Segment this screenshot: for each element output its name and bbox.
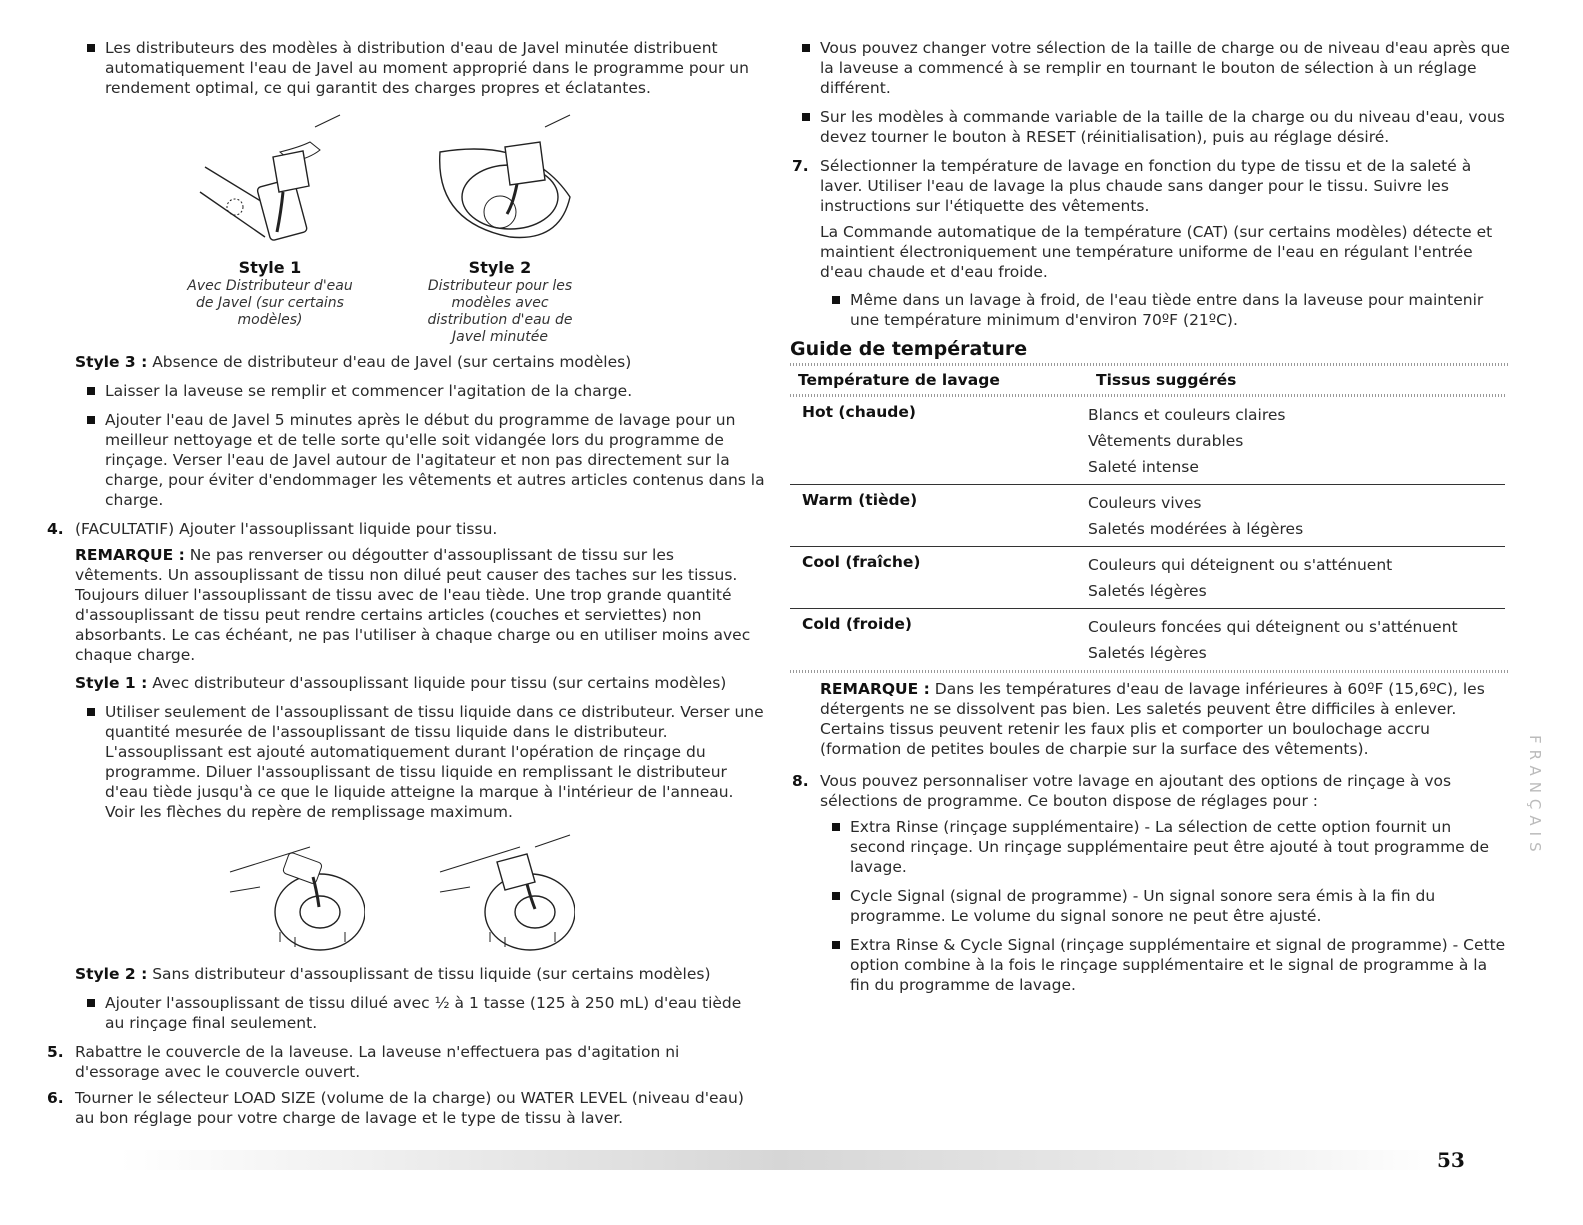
softener-style2-label: Style 2 : <box>75 965 148 983</box>
remark-2-text: Dans les températures d'eau de lavage inférieures à 60ºF (15,6ºC), les détergents ne se dissolvent pas bien. Les saletés peuvent être difficiles à enlever. Certains tissus peuvent retenir les faux plis et comporter un boulochage accru (formation de petites boules de charpie sur la surface des vêtements). <box>820 680 1485 758</box>
add-bleach-bullet: Ajouter l'eau de Javel 5 minutes après le début du programme de lavage pour un meilleur nettoyage et de telle sorte qu'elle soit vidangée lors du programme de rinçage. Verser l'eau de Javel autour de l'agitateur et non pas directement sur la charge, pour éviter d'endommager les vêtements et autres articles contenus dans la charge. <box>75 410 765 510</box>
step-7-number: 7. <box>792 157 809 175</box>
fabric-item: Saletés modérées à légères <box>1088 520 1304 538</box>
right-column <box>790 38 1510 1004</box>
table-header-temp: Température de lavage <box>798 371 1000 389</box>
remark-1-text: Ne pas renverser ou dégoutter d'assouplissant de tissu sur les vêtements. Un assouplissant de tissu non dilué peut causer des taches sur les tissus. Toujours diluer l'assouplissant de tissu avec de l'eau tiède. Une trop grande quantité d'assouplissant de tissu peut rendre certains articles (couches et serviettes) non absorbants. Le cas échéant, ne pas l'utiliser à chaque charge ou en utiliser moins avec chaque charge. <box>75 546 751 664</box>
step-4 <box>47 519 765 539</box>
footer-rule <box>120 1150 1440 1170</box>
bleach-dispenser-style1-image <box>195 112 345 252</box>
softener-style1-text: Avec distributeur d'assouplissant liquide pour tissu (sur certains modèles) <box>147 674 727 692</box>
table-header-row <box>790 366 1505 394</box>
fabric-item: Vêtements durables <box>1088 432 1244 450</box>
remark-2-label: REMARQUE : <box>820 680 930 698</box>
bleach-auto-bullet: Les distributeurs des modèles à distribution d'eau de Javel minutée distribuent automatiquement l'eau de Javel au moment approprié dans le programme pour un rendement optimal, ce qui garantit des charges propres et éclatantes. <box>75 38 765 98</box>
step-6-text: Tourner le sélecteur LOAD SIZE (volume de la charge) ou WATER LEVEL (niveau d'eau) au bon réglage pour votre charge de lavage et le type de tissu à laver. <box>75 1089 744 1127</box>
fabric-item: Saleté intense <box>1088 458 1199 476</box>
remark-1 <box>75 545 765 665</box>
cycle-signal-bullet: Cycle Signal (signal de programme) - Un signal sonore sera émis à la fin du programme. Le volume du signal sonore ne peut être ajusté. <box>820 886 1510 926</box>
remark-1-label: REMARQUE : <box>75 546 185 564</box>
fabric-item: Blancs et couleurs claires <box>1088 406 1286 424</box>
style2-illustration <box>415 112 585 346</box>
fill-bullet: Laisser la laveuse se remplir et commencer l'agitation de la charge. <box>75 381 765 401</box>
step-8-text: Vous pouvez personnaliser votre lavage en ajoutant des options de rinçage à vos sélections de programme. Ce bouton dispose de réglages pour : <box>820 772 1452 810</box>
step-5-text: Rabattre le couvercle de la laveuse. La laveuse n'effectuera pas d'agitation ni d'essorage avec le couvercle ouvert. <box>75 1043 680 1081</box>
language-side-tab: FRANÇAIS <box>1526 735 1544 858</box>
style3-label: Style 3 : <box>75 353 148 371</box>
table-row <box>790 547 1505 609</box>
step-7-text: Sélectionner la température de lavage en fonction du type de tissu et de la saleté à laver. Utiliser l'eau de lavage la plus chaude sans danger pour le tissu. Suivre les instructions sur l'étiquette des vêtements. <box>820 157 1472 215</box>
table-row-temp: Cool (fraîche) <box>790 547 1088 609</box>
fabric-item: Couleurs qui déteignent ou s'atténuent <box>1088 556 1393 574</box>
softener-pour-cup-image <box>435 832 575 952</box>
table-row-fabrics <box>1088 485 1505 547</box>
softener-pour-bottle-image <box>225 832 365 952</box>
extra-rinse-bullet: Extra Rinse (rinçage supplémentaire) - La sélection de cette option fournit un second rinçage. Un rinçage supplémentaire peut être ajouté à tout programme de lavage. <box>820 817 1510 877</box>
style3-text: Absence de distributeur d'eau de Javel (sur certains modèles) <box>147 353 632 371</box>
table-row-temp: Cold (froide) <box>802 615 912 633</box>
softener-illustrations <box>225 832 765 952</box>
step-4-text: (FACULTATIF) Ajouter l'assouplissant liquide pour tissu. <box>75 520 498 538</box>
style2-title: Style 2 <box>468 258 532 277</box>
softener-style1-label: Style 1 : <box>75 674 148 692</box>
table-bottom-rule <box>790 670 1510 673</box>
extra-rinse-cycle-signal-bullet: Extra Rinse & Cycle Signal (rinçage supplémentaire et signal de programme) - Cette option combine à la fois le rinçage supplémentaire et le signal de programme à la fin du programme de lavage. <box>820 935 1510 995</box>
step-8-number: 8. <box>792 772 809 790</box>
bleach-illustrations <box>185 112 765 346</box>
table-row-temp: Hot (chaude) <box>790 397 1088 485</box>
table-row <box>790 609 1505 671</box>
cat-paragraph: La Commande automatique de la température (CAT) (sur certains modèles) détecte et maintient électroniquement une température uniforme de l'eau en régulant l'entrée d'eau chaude et d'eau froide. <box>820 223 1493 281</box>
step-5-number: 5. <box>47 1043 64 1061</box>
step-6 <box>47 1088 765 1128</box>
table-row-temp: Warm (tiède) <box>790 485 1088 547</box>
table-row-fabrics <box>1088 609 1505 671</box>
remark-2 <box>820 679 1510 759</box>
variable-control-bullet: Sur les modèles à commande variable de la taille de la charge ou du niveau d'eau, vous devez tourner le bouton à RESET (réinitialisation), puis au réglage désiré. <box>790 107 1510 147</box>
step-7 <box>792 156 1510 216</box>
fabric-item: Couleurs vives <box>1088 494 1202 512</box>
table-row <box>790 397 1505 485</box>
step-4-number: 4. <box>47 520 64 538</box>
table-row-fabrics <box>1088 397 1505 485</box>
softener-style1-line <box>75 673 765 693</box>
change-selection-bullet: Vous pouvez changer votre sélection de la taille de charge ou de niveau d'eau après que la laveuse a commencé à se remplir en tournant le bouton de sélection à un réglage différent. <box>790 38 1510 98</box>
softener-style2-text: Sans distributeur d'assouplissant de tissu liquide (sur certains modèles) <box>147 965 711 983</box>
left-column <box>47 38 765 1134</box>
fabric-item: Saletés légères <box>1088 582 1207 600</box>
softener-dilute-bullet: Ajouter l'assouplissant de tissu dilué avec ½ à 1 tasse (125 à 250 mL) d'eau tiède au rinçage final seulement. <box>75 993 765 1033</box>
page-number: 53 <box>1437 1148 1465 1172</box>
step-6-number: 6. <box>47 1089 64 1107</box>
style1-title: Style 1 <box>238 258 302 277</box>
fabric-item: Saletés légères <box>1088 644 1207 662</box>
step-5 <box>47 1042 765 1082</box>
softener-use-bullet: Utiliser seulement de l'assouplissant de tissu liquide dans ce distributeur. Verser une quantité mesurée de l'assouplissant de tissu liquide dans le distributeur. L'assouplissant est ajouté automatiquement durant l'opération de rinçage du programme. Diluer l'assouplissant de tissu liquide en remplissant le distributeur d'eau tiède jusqu'à ce que le liquide atteigne la marque à l'intérieur de l'anneau. Voir les flèches du repère de remplissage maximum. <box>75 702 765 822</box>
temperature-guide-title: Guide de température <box>790 338 1028 360</box>
style2-caption: Distributeur pour les modèles avec distribution d'eau de Javel minutée <box>427 278 573 345</box>
table-row-fabrics <box>1088 547 1505 609</box>
table-row <box>790 485 1505 547</box>
cold-wash-bullet: Même dans un lavage à froid, de l'eau tiède entre dans la laveuse pour maintenir une température minimum d'environ 70ºF (21ºC). <box>820 290 1510 330</box>
style3-line <box>75 352 765 372</box>
temperature-table <box>790 366 1505 670</box>
softener-style2-line <box>75 964 765 984</box>
table-header-fabrics: Tissus suggérés <box>1096 371 1237 389</box>
bleach-dispenser-style2-image <box>425 112 575 252</box>
style1-caption: Avec Distributeur d'eau de Javel (sur certains modèles) <box>187 278 353 328</box>
step-8 <box>792 771 1510 811</box>
style1-illustration <box>185 112 355 346</box>
fabric-item: Couleurs foncées qui déteignent ou s'atténuent <box>1088 618 1458 636</box>
